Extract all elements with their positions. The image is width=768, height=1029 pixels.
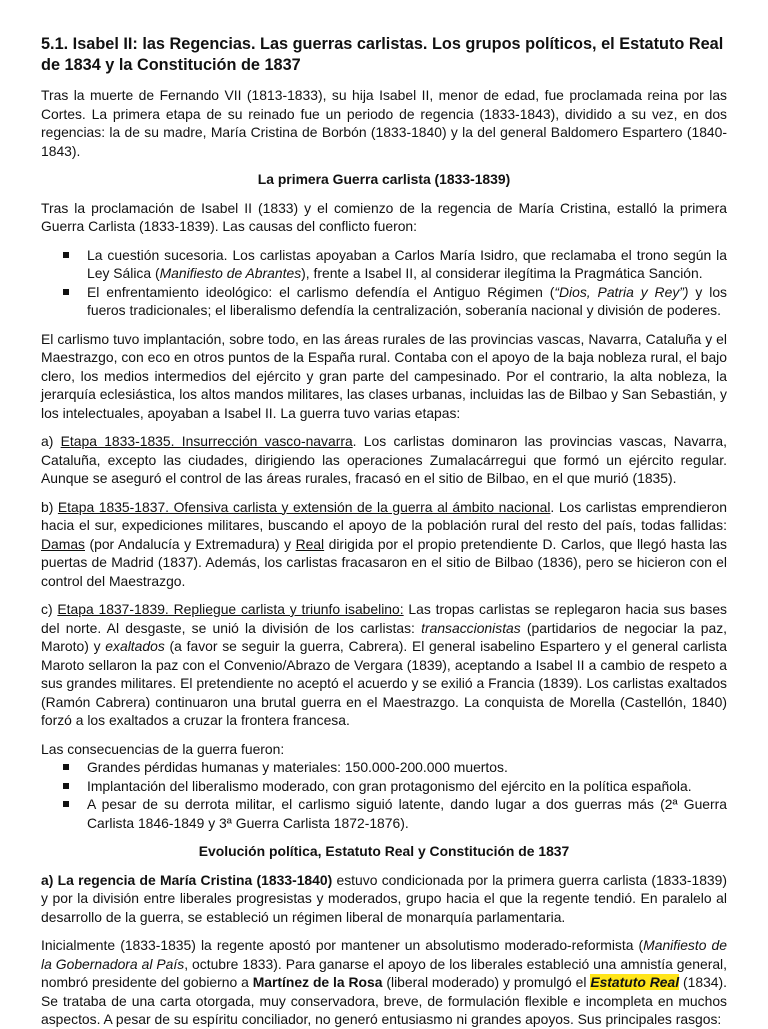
stage-a-title: Etapa 1833-1835. Insurrección vasco-navarra bbox=[60, 433, 353, 449]
list-item: A pesar de su derrota militar, el carlismo siguió latente, dando lugar a dos guerras más (2ª Guerra Carlista 1846-1849 y 3ª Guerra Carlista 1872-1876). bbox=[87, 796, 727, 831]
causes-list bbox=[41, 246, 727, 320]
highlighted-term: Estatuto Real bbox=[590, 974, 680, 990]
stage-b-paragraph: b) Etapa 1835-1837. Ofensiva carlista y extensión de la guerra al ámbito nacional. Los carlistas emprendieron hacia el sur, expediciones militares, buscando el apoyo de la población rural del resto del país, todas fallidas: Damas (por Andalucía y Extremadura) y Real dirigida por el propio pretendiente D. Carlos, que llegó hasta las puertas de Madrid (1837). Además, los carlistas fracasaron en el sitio de Bilbao (1836), pero se hicieron con el control del Maestrazgo. bbox=[41, 498, 727, 589]
stage-c-title: Etapa 1837-1839. Repliegue carlista y triunfo isabelino: bbox=[57, 601, 404, 617]
consequences-intro: Las consecuencias de la guerra fueron: bbox=[41, 740, 285, 757]
stage-b-title: Etapa 1835-1837. Ofensiva carlista y extensión de la guerra al ámbito nacional bbox=[57, 498, 551, 515]
carlism-support-paragraph: El carlismo tuvo implantación, sobre todo, en las áreas rurales de las provincias vascas, Navarra, Cataluña y el Maestrazgo, con eco en otros puntos de la España rural. Contaba con el apoyo de la baja nobleza rural, el bajo clero, los medios intermedios del ejército y gran parte del campesinado. Por el contrario, la alta nobleza, la jerarquía eclesiástica, los altos mandos militares, las clases urbanas, incluidas las de Bilbao y San Sebastián, y los intelectuales, apoyaban a Isabel II. La guerra tuvo varias etapas: bbox=[41, 330, 727, 421]
stage-c-paragraph: c) Etapa 1837-1839. Repliegue carlista y triunfo isabelino: Las tropas carlistas se replegaron hacia sus bases del norte. Al desgaste, se unió la división de los carlistas: transaccionistas (partidarios de negociar la paz, Maroto) y exaltados (a favor se seguir la guerra, Cabrera). El general isabelino Espartero y el general carlista Maroto sellaron la paz con el Convenio/Abrazo de Vergara (1839), aceptando a Isabel II a cambio de respeto a sus grandes militares. El pretendiente no aceptó el acuerdo y se exilió a Francia (1839). Los carlistas exaltados (Ramón Cabrera) continuaron una brutal guerra en el Maestrazgo. La conquista de Morella (Castellón, 1840) forzó a los exaltados a cruzar la frontera francesa. bbox=[41, 601, 728, 728]
consequences-list bbox=[41, 758, 727, 832]
list-item: Implantación del liberalismo moderado, con gran protagonismo del ejército en la política española. bbox=[87, 777, 727, 796]
estatuto-paragraph: Inicialmente (1833-1835) la regente apostó por mantener un absolutismo moderado-reformista (Manifiesto de la Gobernadora al País, octubre 1833). Para ganarse el apoyo de los liberales estableció una amnistía general, nombró presidente del gobierno a Martínez de la Rosa (liberal moderado) y promulgó el Estatuto Real (1834). Se trataba de una carta otorgada, muy conservadora, breve, de formulación flexible e incompleta en muchos aspectos. A pesar de su espíritu conciliador, no generó entusiasmo ni grandes apoyos. Sus principales rasgos: bbox=[41, 937, 728, 1027]
list-item: Grandes pérdidas humanas y materiales: 150.000-200.000 muertos. bbox=[87, 758, 727, 777]
document-title: 5.1. Isabel II: las Regencias. Las guerras carlistas. Los grupos políticos, el Estatuto Real de 1834 y la Constitución de 1837 bbox=[41, 35, 724, 74]
list-item: La cuestión sucesoria. Los carlistas apoyaban a Carlos María Isidro, que reclamaba el trono según la Ley Sálica (Manifiesto de Abrantes), frente a Isabel II, al considerar ilegítima la Pragmática Sanción. bbox=[87, 246, 727, 281]
stage-a-paragraph: a) Etapa 1833-1835. Insurrección vasco-navarra. Los carlistas dominaron las provincias vascas, Navarra, Cataluña, excepto las ciudades, dirigiendo las operaciones Zumalacárregui que formó un ejército regular. Aunque se aseguró el control de las áreas rurales, fracasó en el sitio de Bilbao, en el que murió (1835). bbox=[41, 433, 727, 486]
regency-paragraph: a) La regencia de María Cristina (1833-1840) estuvo condicionada por la primera guerra carlista (1833-1839) y por la división entre liberales progresistas y moderados, grupo hacia el que la regente tendió. En paralelo al desarrollo de la guerra, se estableció un régimen liberal de monarquía parlamentaria. bbox=[41, 871, 728, 925]
intro-paragraph: Tras la muerte de Fernando VII (1813-1833), su hija Isabel II, menor de edad, fue proclamada reina por las Cortes. La primera etapa de su reinado fue un periodo de regencia (1833-1843), dividido a su vez, en dos regencias: la de su madre, María Cristina de Borbón (1833-1840) y la del general Baldomero Espartero (1840-1843). bbox=[41, 87, 727, 159]
causes-intro-paragraph: Tras la proclamación de Isabel II (1833) y el comienzo de la regencia de María Cristina, estalló la primera Guerra Carlista (1833-1839). Las causas del conflicto fueron: bbox=[41, 199, 727, 234]
section-heading-first-carlist-war: La primera Guerra carlista (1833-1839) bbox=[257, 171, 511, 187]
list-item: El enfrentamiento ideológico: el carlismo defendía el Antiguo Régimen (“Dios, Patria y Rey”) y los fueros tradicionales; el liberalismo defendía la centralización, soberanía nacional y división de poderes. bbox=[87, 283, 727, 318]
section-heading-political-evolution: Evolución política, Estatuto Real y Constitución de 1837 bbox=[198, 843, 570, 859]
